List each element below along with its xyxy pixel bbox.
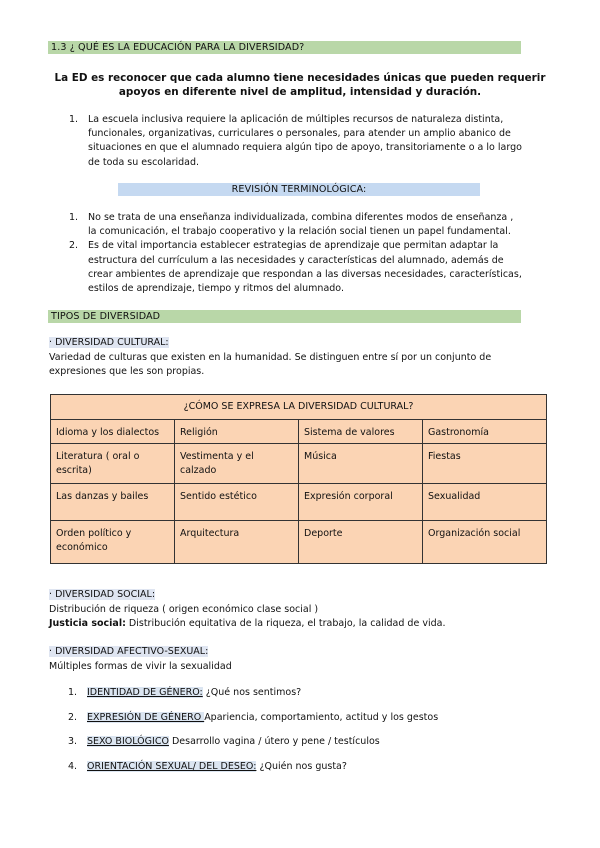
- concept-desc: ¿Quién nos gusta?: [256, 760, 347, 772]
- table-cell: Fiestas: [423, 444, 547, 484]
- afectivo-title: DIVERSIDAD AFECTIVO-SEXUAL:: [55, 646, 209, 657]
- social-section: [49, 588, 579, 632]
- bullet-icon: ·: [49, 646, 53, 657]
- social-title-highlight: [49, 589, 155, 600]
- afectivo-heading: [49, 645, 579, 660]
- afectivo-text: Múltiples formas de vivir la sexualidad: [49, 660, 232, 672]
- concept-term: SEXO BIOLÓGICO: [87, 736, 169, 747]
- table-cell: Idioma y los dialectos: [51, 419, 175, 444]
- justicia-label: Justicia social:: [49, 618, 126, 629]
- concept-term: IDENTIDAD DE GÉNERO:: [87, 687, 203, 698]
- list-line: estilos de aprendizaje, tiempo y ritmos del alumnado.: [88, 283, 344, 295]
- table-cell: Literatura ( oral o escrita): [51, 444, 175, 484]
- list-line: La escuela inclusiva requiere la aplicación de múltiples recursos de naturaleza distinta,: [88, 114, 504, 125]
- cultural-heading: [49, 336, 569, 351]
- justicia-line: [49, 617, 579, 632]
- list-line: crear ambientes de aprendizaje que respondan a las diversas necesidades, características,: [88, 268, 522, 280]
- list-number: 3.: [68, 736, 78, 747]
- table-cell: Gastronomía: [423, 419, 547, 444]
- list-number: 2.: [69, 240, 79, 252]
- social-heading: [49, 588, 579, 603]
- list-item: [69, 239, 563, 296]
- cultural-text: expresiones que les son propias.: [49, 366, 205, 377]
- table-cell: Música: [299, 444, 423, 484]
- list-item: [68, 686, 568, 711]
- list-item: [69, 113, 558, 170]
- section-title: 1.3 ¿ QUÉ ES LA EDUCACIÓN PARA LA DIVERSIDAD?: [51, 42, 305, 53]
- inclusive-school-list: [69, 113, 558, 170]
- terminology-list: [69, 211, 563, 296]
- cultural-text: Variedad de culturas que existen en la humanidad. Se distinguen entre sí por un conjunto de: [49, 351, 492, 363]
- table-cell: Organización social: [423, 521, 547, 564]
- table-header: ¿CÓMO SE EXPRESA LA DIVERSIDAD CULTURAL?: [51, 395, 547, 420]
- table-cell: Sexualidad: [423, 484, 547, 521]
- tipos-title: TIPOS DE DIVERSIDAD: [51, 311, 161, 322]
- intro-line: apoyos en diferente nivel de amplitud, intensidad y duración.: [118, 86, 482, 98]
- table-cell: Vestimenta y el calzado: [175, 444, 299, 484]
- list-number: 1.: [69, 212, 79, 223]
- concept-term: ORIENTACIÓN SEXUAL/ DEL DESEO:: [87, 760, 257, 772]
- gender-concepts-list: [68, 686, 568, 784]
- list-number: 4.: [68, 760, 78, 772]
- table-cell: Las danzas y bailes: [51, 484, 175, 521]
- cultural-section: [49, 336, 569, 380]
- afectivo-title-highlight: [49, 646, 208, 657]
- section-title-bar: [48, 41, 521, 54]
- bullet-icon: ·: [49, 589, 53, 600]
- table-cell: Religión: [175, 419, 299, 444]
- list-line: Es de vital importancia establecer estrategias de aprendizaje que permitan adaptar la: [88, 240, 499, 252]
- social-title: DIVERSIDAD SOCIAL:: [55, 589, 156, 600]
- table-cell: Orden político y económico: [51, 521, 175, 564]
- list-line: estructura del currículum a las necesidades y características del alumnado, además de: [88, 254, 504, 266]
- list-line: la comunicación, el trabajo cooperativo y la relación social tienen un papel fundamental.: [88, 226, 511, 238]
- list-line: situaciones en que el alumnado requiera algún tipo de apoyo, transitoriamente o a lo largo: [88, 142, 522, 154]
- table-cell: Sentido estético: [175, 484, 299, 521]
- cultural-title-highlight: [49, 337, 169, 348]
- revision-title: REVISIÓN TERMINOLÓGICA:: [231, 184, 367, 195]
- list-line: No se trata de una enseñanza individualizada, combina diferentes modos de enseñanza ,: [88, 212, 514, 223]
- list-number: 1.: [68, 687, 78, 698]
- table-cell: Deporte: [299, 521, 423, 564]
- tipos-title-bar: [48, 310, 521, 323]
- list-number: 1.: [69, 114, 79, 125]
- list-item: [68, 735, 568, 760]
- list-item: [68, 760, 568, 785]
- list-line: funcionales, organizativas, curriculares o personales, para atender un amplio abanico de: [88, 128, 511, 140]
- afectivo-section: [49, 645, 579, 674]
- list-item: [68, 711, 568, 736]
- concept-desc: Apariencia, comportamiento, actitud y los gestos: [204, 711, 439, 723]
- concept-term: EXPRESIÓN DE GÉNERO: [87, 711, 205, 723]
- bullet-icon: ·: [49, 337, 53, 348]
- concept-desc: Desarrollo vagina / útero y pene / testículos: [168, 736, 380, 747]
- cultural-title: DIVERSIDAD CULTURAL:: [55, 337, 169, 348]
- social-text: Distribución de riqueza ( origen económico clase social ): [49, 603, 319, 615]
- list-number: 2.: [68, 711, 78, 723]
- table-cell: Sistema de valores: [299, 419, 423, 444]
- table-cell: Expresión corporal: [299, 484, 423, 521]
- intro-line: La ED es reconocer que cada alumno tiene necesidades únicas que pueden requerir: [54, 72, 546, 84]
- list-item: [69, 211, 563, 239]
- revision-title-bar: [118, 183, 480, 196]
- list-line: de toda su escolaridad.: [88, 156, 200, 168]
- cultural-expression-table: [50, 394, 547, 564]
- justicia-text: Distribución equitativa de la riqueza, el trabajo, la calidad de vida.: [125, 618, 446, 629]
- intro-paragraph: [40, 71, 560, 99]
- concept-desc: ¿Qué nos sentimos?: [202, 687, 302, 698]
- table-cell: Arquitectura: [175, 521, 299, 564]
